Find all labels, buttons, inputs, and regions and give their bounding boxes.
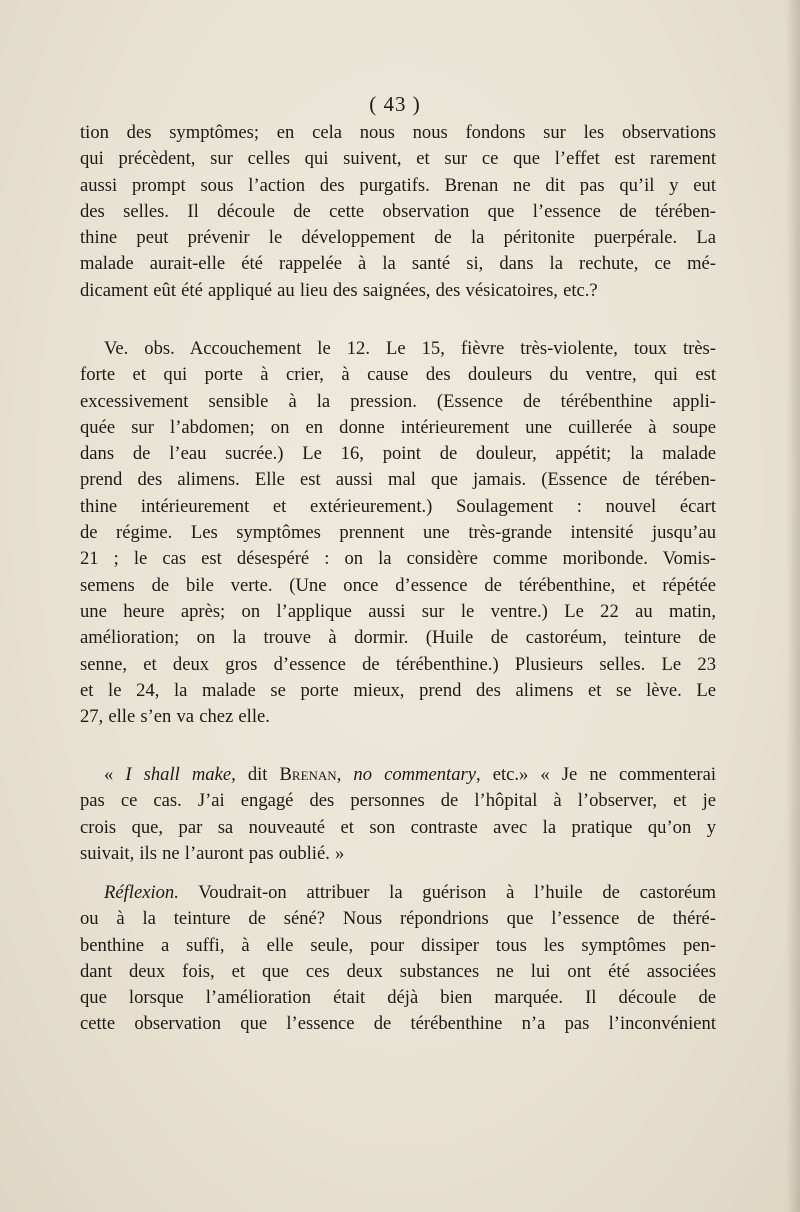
paragraph-line xyxy=(80,467,716,493)
line-text: , etc.» « Je ne commenterai xyxy=(476,764,716,785)
line-text: prend des alimens. Elle est aussi mal que jamais. (Essence de térében- xyxy=(80,469,716,491)
line-text: des selles. Il découle de cette observation que l’essence de térében- xyxy=(80,200,716,222)
line-text: dant deux fois, et que ces deux substances ne lui ont été associées xyxy=(80,960,716,982)
line-text: dans de l’eau sucrée.) Le 16, point de douleur, appétit; la malade xyxy=(80,443,716,465)
paragraph-line xyxy=(80,173,716,199)
line-text: suivait, ils ne l’auront pas oublié. » xyxy=(80,842,345,864)
paragraph-line xyxy=(80,762,716,788)
paragraph-line xyxy=(80,933,716,959)
line-text: 21 ; le cas est désespéré : on la considère comme moribonde. Vomis- xyxy=(80,548,716,570)
line-text: et le 24, la malade se porte mieux, prend des alimens et se lève. Le xyxy=(80,679,716,701)
paragraph-line xyxy=(80,120,716,146)
paragraph-line xyxy=(80,146,716,172)
paragraph-line xyxy=(80,362,716,388)
paragraph-line xyxy=(80,959,716,985)
line-text: amélioration; on la trouve à dormir. (Huile de castoréum, teinture de xyxy=(80,627,716,649)
paragraph-2 xyxy=(80,336,716,730)
line-text: Voudrait-on attribuer la guérison à l’huile de castoréum xyxy=(178,882,716,903)
line-text: crois que, par sa nouveauté et son contraste avec la pratique qu’on y xyxy=(80,816,716,838)
paragraph-line xyxy=(80,251,716,277)
paragraph-line xyxy=(80,389,716,415)
paragraph-line xyxy=(80,199,716,225)
paragraph-line xyxy=(80,1011,716,1037)
english-quote: I shall make, xyxy=(125,764,236,785)
paragraph-line xyxy=(80,278,716,304)
line-text: semens de bile verte. (Une once d’essence de térébenthine, et répétée xyxy=(80,574,716,596)
paragraph-line xyxy=(80,788,716,814)
line-text: benthine a suffi, à elle seule, pour dissiper tous les symptômes pen- xyxy=(80,934,716,956)
line-text: quée sur l’abdomen; on en donne intérieurement une cuillerée à soupe xyxy=(80,416,716,438)
paragraph-line xyxy=(80,573,716,599)
paragraph-1 xyxy=(80,120,716,304)
paragraph-line xyxy=(80,441,716,467)
line-text: pas ce cas. J’ai engagé des personnes de l’hôpital à l’observer, et je xyxy=(80,790,716,812)
line-text: forte et qui porte à crier, à cause des douleurs du ventre, qui est xyxy=(80,364,716,386)
line-text: , xyxy=(336,764,354,785)
paragraph-line xyxy=(80,494,716,520)
line-text: que lorsque l’amélioration était déjà bien marquée. Il découle de xyxy=(80,987,716,1009)
paragraph-line xyxy=(80,815,716,841)
line-text: tion des symptômes; en cela nous nous fondons sur les observations xyxy=(80,122,716,143)
line-text: aussi prompt sous l’action des purgatifs. Brenan ne dit pas qu’il y eut xyxy=(80,174,716,196)
line-text: thine intérieurement et extérieurement.) Soulagement : nouvel écart xyxy=(80,495,716,517)
paragraph-line xyxy=(80,625,716,651)
paragraph-3 xyxy=(80,762,716,867)
line-text: excessivement sensible à la pression. (Essence de térébenthine appli- xyxy=(80,390,716,412)
paragraph-line xyxy=(80,520,716,546)
page-number: ( 43 ) xyxy=(369,92,421,116)
paragraph-line xyxy=(80,415,716,441)
line-text: une heure après; on l’applique aussi sur le ventre.) Le 22 au matin, xyxy=(80,600,716,622)
paragraph-line xyxy=(80,652,716,678)
line-text: ou à la teinture de séné? Nous répondrions que l’essence de théré- xyxy=(80,908,716,930)
line-text: de régime. Les symptômes prennent une très-grande intensité jusqu’au xyxy=(80,522,716,544)
paragraph-line xyxy=(80,599,716,625)
author-name: Brenan xyxy=(279,764,337,785)
line-text: qui précèdent, sur celles qui suivent, et sur ce que l’effet est rarement xyxy=(80,148,716,170)
paragraph-line xyxy=(80,985,716,1011)
line-text: thine peut prévenir le développement de la péritonite puerpérale. La xyxy=(80,227,716,249)
line-text: dicament eût été appliqué au lieu des saignées, des vésicatoires, etc.? xyxy=(80,279,598,301)
line-text: 27, elle s’en va chez elle. xyxy=(80,706,270,728)
paragraph-line xyxy=(80,678,716,704)
paragraph-4 xyxy=(80,880,716,1038)
line-text: malade aurait-elle été rappelée à la santé si, dans la rechute, ce mé- xyxy=(80,253,716,275)
paragraph-line xyxy=(80,225,716,251)
english-quote: no commentary xyxy=(353,764,476,785)
quote-mark: « xyxy=(104,764,126,785)
paragraph-line xyxy=(80,336,716,362)
paragraph-line xyxy=(80,546,716,572)
line-text: dit xyxy=(235,764,280,785)
line-text: cette observation que l’essence de térébenthine n’a pas l’inconvénient xyxy=(80,1013,716,1035)
page-edge-shadow xyxy=(786,0,800,1212)
paragraph-line xyxy=(80,906,716,932)
paragraph-line xyxy=(80,880,716,906)
paragraph-line xyxy=(80,841,716,867)
paragraph-line xyxy=(80,704,716,730)
line-text: Ve. obs. Accouchement le 12. Le 15, fièvre très-violente, toux très- xyxy=(104,338,716,359)
line-text: senne, et deux gros d’essence de térébenthine.) Plusieurs selles. Le 23 xyxy=(80,653,716,675)
section-label: Réflexion. xyxy=(104,882,179,903)
